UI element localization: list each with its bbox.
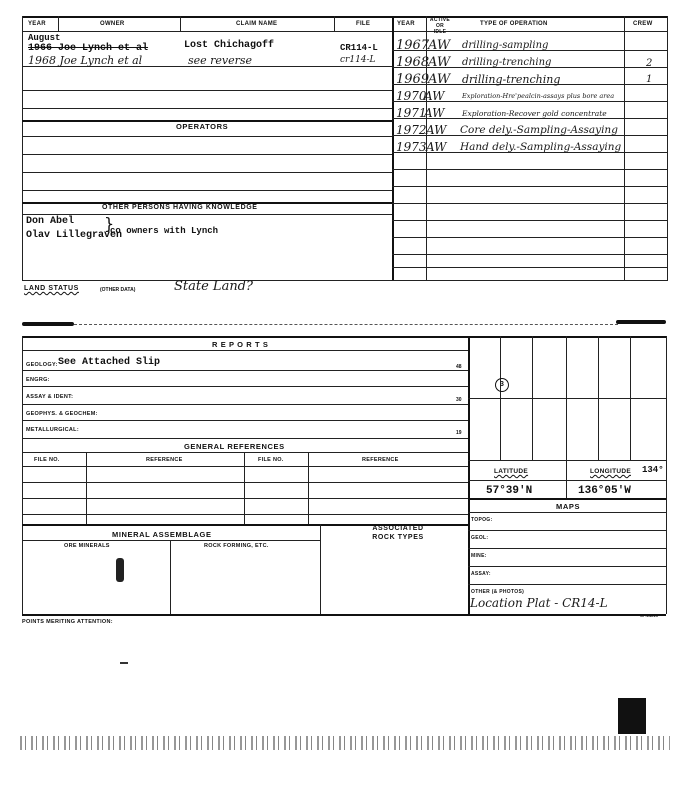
file-1: CR114-L — [340, 43, 378, 53]
op-status-7: AW — [426, 140, 447, 154]
op-year-4: 1970 — [396, 89, 427, 103]
claim-name-header: CLAIM NAME — [236, 21, 278, 27]
scan-artifact-block — [618, 698, 646, 734]
engrg-label: ENGRG: — [26, 377, 50, 383]
op-status-1: AW — [428, 38, 451, 53]
op-year-3: 1969 — [396, 72, 430, 87]
brace-icon: } — [104, 214, 115, 233]
maps-geol-label: GEOL: — [471, 535, 489, 541]
location-marker-icon: 3 — [495, 378, 509, 392]
metallurgical-label: METALLURGICAL: — [26, 427, 79, 433]
latitude-value: 57°39'N — [486, 485, 533, 497]
op-type-2: drilling-trenching — [462, 57, 552, 68]
op-crew-2: 2 — [646, 58, 653, 69]
maps-title: MAPS — [556, 502, 581, 511]
owner-line-2: 1968 Joe Lynch et al — [28, 54, 143, 67]
operators-label: OPERATORS — [176, 122, 229, 131]
ore-minerals-label: ORE MINERALS — [64, 543, 110, 549]
claim-name-2: see reverse — [188, 54, 253, 67]
longitude-extra: 134° — [642, 465, 664, 475]
op-type-3: drilling-trenching — [462, 73, 561, 86]
other-persons-note: co owners with Lynch — [110, 226, 219, 236]
op-year-1: 1967 — [396, 38, 430, 53]
ref-col-reference-1: REFERENCE — [146, 457, 183, 463]
maps-other-value: Location Plat - CR14-L — [470, 596, 608, 610]
ref-col-file-no-1: FILE NO. — [34, 457, 60, 463]
active-idle-header: ACTIVE OR IDLE — [429, 17, 451, 35]
maps-assay-label: ASSAY: — [471, 571, 491, 577]
op-status-3: AW — [428, 72, 451, 87]
op-type-4: Exploration-Hre'pealcin-assays plus bore area — [462, 92, 615, 100]
ref-col-file-no-2: FILE NO. — [258, 457, 284, 463]
associated-rock-types-label: ASSOCIATED ROCK TYPES — [372, 525, 424, 541]
crew-header: CREW — [633, 21, 653, 27]
longitude-value: 136°05'W — [578, 485, 631, 497]
type-of-operation-header: TYPE OF OPERATION — [480, 21, 548, 27]
owner-line-1: 1966 Joe Lynch et al — [28, 43, 149, 54]
maps-other-label: OTHER (& PHOTOS) — [471, 589, 525, 595]
op-year-6: 1972 — [396, 123, 427, 137]
scan-artifact-strip — [20, 736, 670, 750]
year-header-2: YEAR — [397, 21, 415, 27]
scan-dot — [120, 662, 128, 664]
file-header: FILE — [356, 21, 371, 27]
land-status-value: State Land? — [174, 279, 253, 294]
points-meriting-attention-label: POINTS MERITING ATTENTION: — [22, 619, 113, 625]
op-year-5: 1971 — [396, 106, 427, 120]
year-header: YEAR — [28, 21, 46, 27]
maps-topog-label: TOPOG: — [471, 517, 493, 523]
assay-label: ASSAY & IDENT: — [26, 394, 74, 400]
latitude-label: LATITUDE — [494, 468, 529, 475]
smudge-mark-right — [616, 320, 666, 324]
reports-title: R E P O R T S — [212, 340, 269, 349]
owner-date: August — [28, 33, 61, 43]
geology-label: GEOLOGY: — [26, 362, 58, 368]
op-crew-3: 1 — [646, 74, 653, 85]
geology-value: See Attached Slip — [58, 357, 161, 368]
mineral-assemblage-title: MINERAL ASSEMBLAGE — [112, 530, 212, 539]
land-status-sub: (OTHER DATA) — [100, 287, 136, 293]
file-2: cr114-L — [340, 55, 376, 65]
op-year-7: 1973 — [396, 140, 427, 154]
form-number: SP-14615 — [640, 613, 658, 618]
ref-col-reference-2: REFERENCE — [362, 457, 399, 463]
other-persons-label: OTHER PERSONS HAVING KNOWLEDGE — [102, 204, 258, 211]
op-status-6: AW — [426, 123, 447, 137]
op-type-6: Core dely.-Sampling-Assaying — [460, 124, 618, 136]
geophys-label: GEOPHYS. & GEOCHEM: — [26, 411, 98, 417]
op-type-1: drilling-sampling — [462, 40, 549, 51]
smudge-mark — [22, 322, 74, 326]
metallurgical-number: 19 — [456, 430, 462, 436]
assay-number: 30 — [456, 397, 462, 403]
op-year-2: 1968 — [396, 55, 430, 70]
longitude-label: LONGITUDE — [590, 468, 631, 475]
rock-forming-label: ROCK FORMING, ETC. — [204, 543, 269, 549]
land-status-label: LAND STATUS — [24, 285, 79, 292]
owner-header: OWNER — [100, 21, 125, 27]
maps-mine-label: MINE: — [471, 553, 487, 559]
op-status-4: AW — [424, 89, 445, 103]
op-type-7: Hand dely.-Sampling-Assaying — [460, 141, 622, 153]
general-references-title: GENERAL REFERENCES — [184, 442, 285, 451]
op-status-5: AW — [424, 106, 445, 120]
claim-name-1: Lost Chichagoff — [184, 40, 275, 51]
separator-line — [74, 324, 618, 325]
ink-smudge — [116, 558, 124, 582]
other-person-2: Olav Lillegraven — [26, 230, 123, 241]
other-person-1: Don Abel — [26, 216, 75, 227]
op-status-2: AW — [428, 55, 451, 70]
geology-number: 48 — [456, 364, 462, 370]
op-type-5: Exploration-Recover gold concentrate — [462, 109, 607, 118]
